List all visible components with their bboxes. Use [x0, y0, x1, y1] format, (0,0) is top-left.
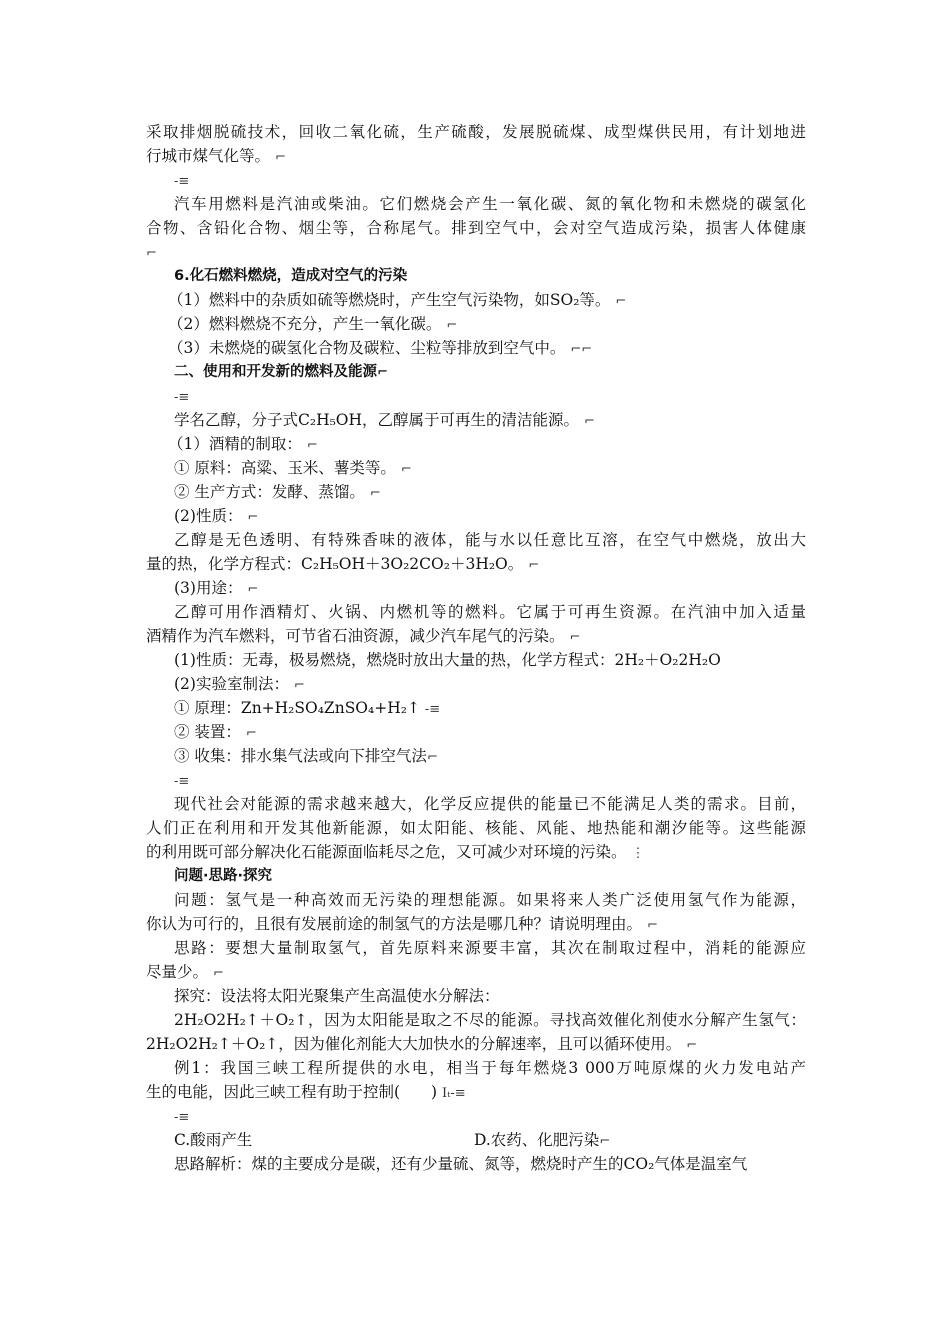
text-line: 思路：要想大量制取氢气，首先原料来源要丰富，其次在制取过程中，消耗的能源应: [174, 939, 806, 957]
text-line: 人们正在利用和开发其他新能源，如太阳能、核能、风能、地热能和潮汐能等。这些能源: [146, 819, 806, 837]
text-line: (1)性质：无毒，极易燃烧，燃烧时放出大量的热，化学方程式：2H₂＋O₂2H₂O: [174, 651, 721, 669]
text-line: 合物、含铅化合物、烟尘等，合称尾气。排到空气中，会对空气造成污染，损害人体健康: [146, 219, 806, 237]
text-line: ③ 收集：排水集气法或向下排空气法⌐: [174, 747, 438, 765]
text-line: ① 原料：高粱、玉米、薯类等。 ⌐: [174, 459, 412, 477]
text-line: 汽车用燃料是汽油或柴油。它们燃烧会产生一氧化碳、氮的氧化物和未燃烧的碳氢化: [174, 195, 806, 213]
document-body: [146, 120, 806, 1176]
section-heading: 二、使用和开发新的燃料及能源⌐: [174, 364, 388, 380]
text-line: 2H₂O2H₂↑＋O₂↑，因为太阳能是取之不尽的能源。寻找高效催化剂使水分解产生氢气：: [174, 1011, 806, 1029]
text-line: 思路解析：煤的主要成分是碳，还有少量硫、氮等，燃烧时产生的CO₂气体是温室气: [174, 1155, 748, 1173]
text-line: (2)实验室制法： ⌐: [174, 675, 305, 693]
text-line: （2）燃料燃烧不充分，产生一氧化碳。 ⌐: [168, 315, 458, 333]
text-line: ② 装置： ⌐: [174, 723, 257, 741]
section-heading: 6.化石燃料燃烧，造成对空气的污染: [174, 268, 408, 284]
text-line: 的利用既可部分解决化石能源面临耗尽之危，又可减少对环境的污染。 ⋮: [146, 843, 645, 861]
text-line: 生的电能，因此三峡工程有助于控制( ) Iₜ-≡: [146, 1083, 466, 1101]
text-line: 采取排烟脱硫技术，回收二氧化硫，生产硫酸，发展脱硫煤、成型煤供民用，有计划地进: [146, 123, 806, 141]
marker-line: -≡: [174, 774, 190, 789]
text-line: 乙醇是无色透明、有特殊香味的液体，能与水以任意比互溶，在空气中燃烧，放出大: [174, 531, 806, 549]
text-line: 探究：设法将太阳光聚集产生高温使水分解法：: [174, 987, 500, 1005]
text-line: 例1：我国三峡工程所提供的水电，相当于每年燃烧3 000万吨原煤的火力发电站产: [174, 1059, 806, 1077]
option-d: D.农药、化肥污染: [474, 1131, 600, 1149]
options-line: C.酸雨产生 D.农药、化肥污染⌐: [146, 1128, 806, 1152]
marker-line: -≡: [174, 174, 190, 189]
marker-line: -≡: [174, 1110, 190, 1125]
text-line: ① 原理：Zn+H₂SO₄ZnSO₄+H₂↑ -≡: [174, 699, 441, 717]
text-line: （1）酒精的制取： ⌐: [168, 435, 318, 453]
text-line: 2H₂O2H₂↑＋O₂↑，因为催化剂能大大加快水的分解速率，且可以循环使用。 ⌐: [146, 1035, 698, 1053]
marker-line: -≡: [174, 390, 190, 405]
text-line: 尽量少。 ⌐: [146, 963, 224, 981]
text-line: (3)用途： ⌐: [174, 579, 259, 597]
text-line: 行城市煤气化等。 ⌐: [146, 147, 286, 165]
text-line: 你认为可行的，且很有发展前途的制氢气的方法是哪几种？请说明理由。 ⌐: [146, 915, 658, 933]
text-line: 酒精作为汽车燃料，可节省石油资源，减少汽车尾气的污染。 ⌐: [146, 627, 581, 645]
section-heading: 问题·思路·探究: [174, 868, 273, 884]
text-line: ② 生产方式：发酵、蒸馏。 ⌐: [174, 483, 381, 501]
text-line: 问题：氢气是一种高效而无污染的理想能源。如果将来人类广泛使用氢气作为能源，: [174, 891, 806, 909]
text-line: 量的热，化学方程式：C₂H₅OH＋3O₂2CO₂＋3H₂O。 ⌐: [146, 555, 540, 573]
option-c: C.酸雨产生: [174, 1131, 253, 1149]
text-line: (2)性质： ⌐: [174, 507, 259, 525]
marker-line: ⌐: [146, 246, 157, 261]
text-line: 乙醇可用作酒精灯、火锅、内燃机等的燃料。它属于可再生资源。在汽油中加入适量: [174, 603, 806, 621]
text-line: 现代社会对能源的需求越来越大，化学反应提供的能量已不能满足人类的需求。目前，: [174, 795, 806, 813]
text-line: （3）未燃烧的碳氢化合物及碳粒、尘粒等排放到空气中。 ⌐⌐: [168, 339, 593, 357]
text-line: （1）燃料中的杂质如硫等燃烧时，产生空气污染物，如SO₂等。 ⌐: [168, 291, 627, 309]
text-line: 学名乙醇，分子式C₂H₅OH，乙醇属于可再生的清洁能源。 ⌐: [174, 411, 595, 429]
